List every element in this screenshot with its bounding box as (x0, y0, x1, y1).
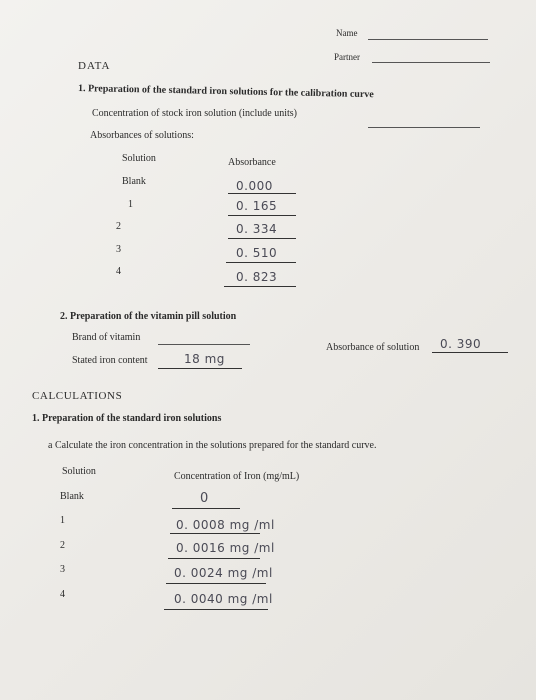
calc-col-solution-header: Solution (62, 466, 96, 477)
partner-line[interactable] (372, 62, 490, 63)
absorbance-line (228, 238, 296, 239)
concentration-value: 0. 0008 mg /ml (176, 518, 275, 532)
calc-item-a: a Calculate the iron concentration in the solutions prepared for the standard curve. (48, 440, 377, 451)
col-solution-header: Solution (122, 153, 156, 164)
absorbance-solution-value: 0. 390 (440, 337, 482, 351)
brand-line[interactable] (158, 344, 250, 345)
calc-solution-label: Blank (60, 491, 84, 502)
concentration-line (172, 508, 240, 509)
absorbance-value: 0.000 (236, 179, 273, 193)
calc-part1-title: 1. Preparation of the standard iron solutions (32, 413, 222, 424)
brand-label: Brand of vitamin (72, 332, 141, 343)
absorbance-solution-label: Absorbance of solution (326, 342, 420, 353)
absorbance-line (224, 286, 296, 287)
absorbance-value: 0. 165 (236, 199, 278, 213)
calc-col-concentration-header: Concentration of Iron (mg/mL) (174, 471, 300, 482)
absorbance-value: 0. 334 (236, 222, 278, 236)
stated-iron-line (158, 368, 242, 369)
calc-solution-label: 4 (60, 589, 65, 600)
concentration-value: 0. 0016 mg /ml (176, 541, 275, 555)
stock-label: Concentration of stock iron solution (include units) (92, 108, 297, 119)
solution-label: 1 (128, 199, 133, 210)
absorbance-solution-line (432, 352, 508, 353)
solution-label: 4 (116, 266, 121, 277)
concentration-value: 0. 0024 mg /ml (174, 566, 273, 580)
data-heading: DATA (78, 60, 111, 72)
stated-iron-value: 18 mg (184, 352, 225, 366)
concentration-value: 0 (200, 491, 209, 506)
solution-label: 3 (116, 244, 121, 255)
name-label: Name (336, 28, 358, 38)
absorbance-value: 0. 823 (236, 270, 278, 284)
calc-solution-label: 2 (60, 540, 65, 551)
name-line[interactable] (368, 39, 488, 40)
partner-label: Partner (334, 52, 360, 62)
stock-line[interactable] (368, 127, 480, 128)
absorbance-line (226, 262, 296, 263)
absorbance-value: 0. 510 (236, 246, 278, 260)
calc-solution-label: 3 (60, 564, 65, 575)
concentration-line (166, 583, 266, 584)
concentration-line (170, 533, 260, 534)
solution-label: 2 (116, 221, 121, 232)
concentration-value: 0. 0040 mg /ml (174, 592, 273, 606)
absorbances-label: Absorbances of solutions: (90, 130, 194, 141)
part2-title: 2. Preparation of the vitamin pill solution (60, 311, 237, 322)
col-absorbance-header: Absorbance (228, 157, 276, 168)
absorbance-line (228, 215, 296, 216)
solution-label: Blank (122, 176, 146, 187)
calc-solution-label: 1 (60, 515, 65, 526)
absorbance-line (228, 193, 296, 194)
concentration-line (164, 609, 268, 610)
concentration-line (168, 558, 260, 559)
part1-title: 1. Preparation of the standard iron solutions for the calibration curve (77, 83, 374, 101)
stated-iron-label: Stated iron content (72, 355, 148, 366)
calculations-heading: CALCULATIONS (32, 390, 123, 402)
